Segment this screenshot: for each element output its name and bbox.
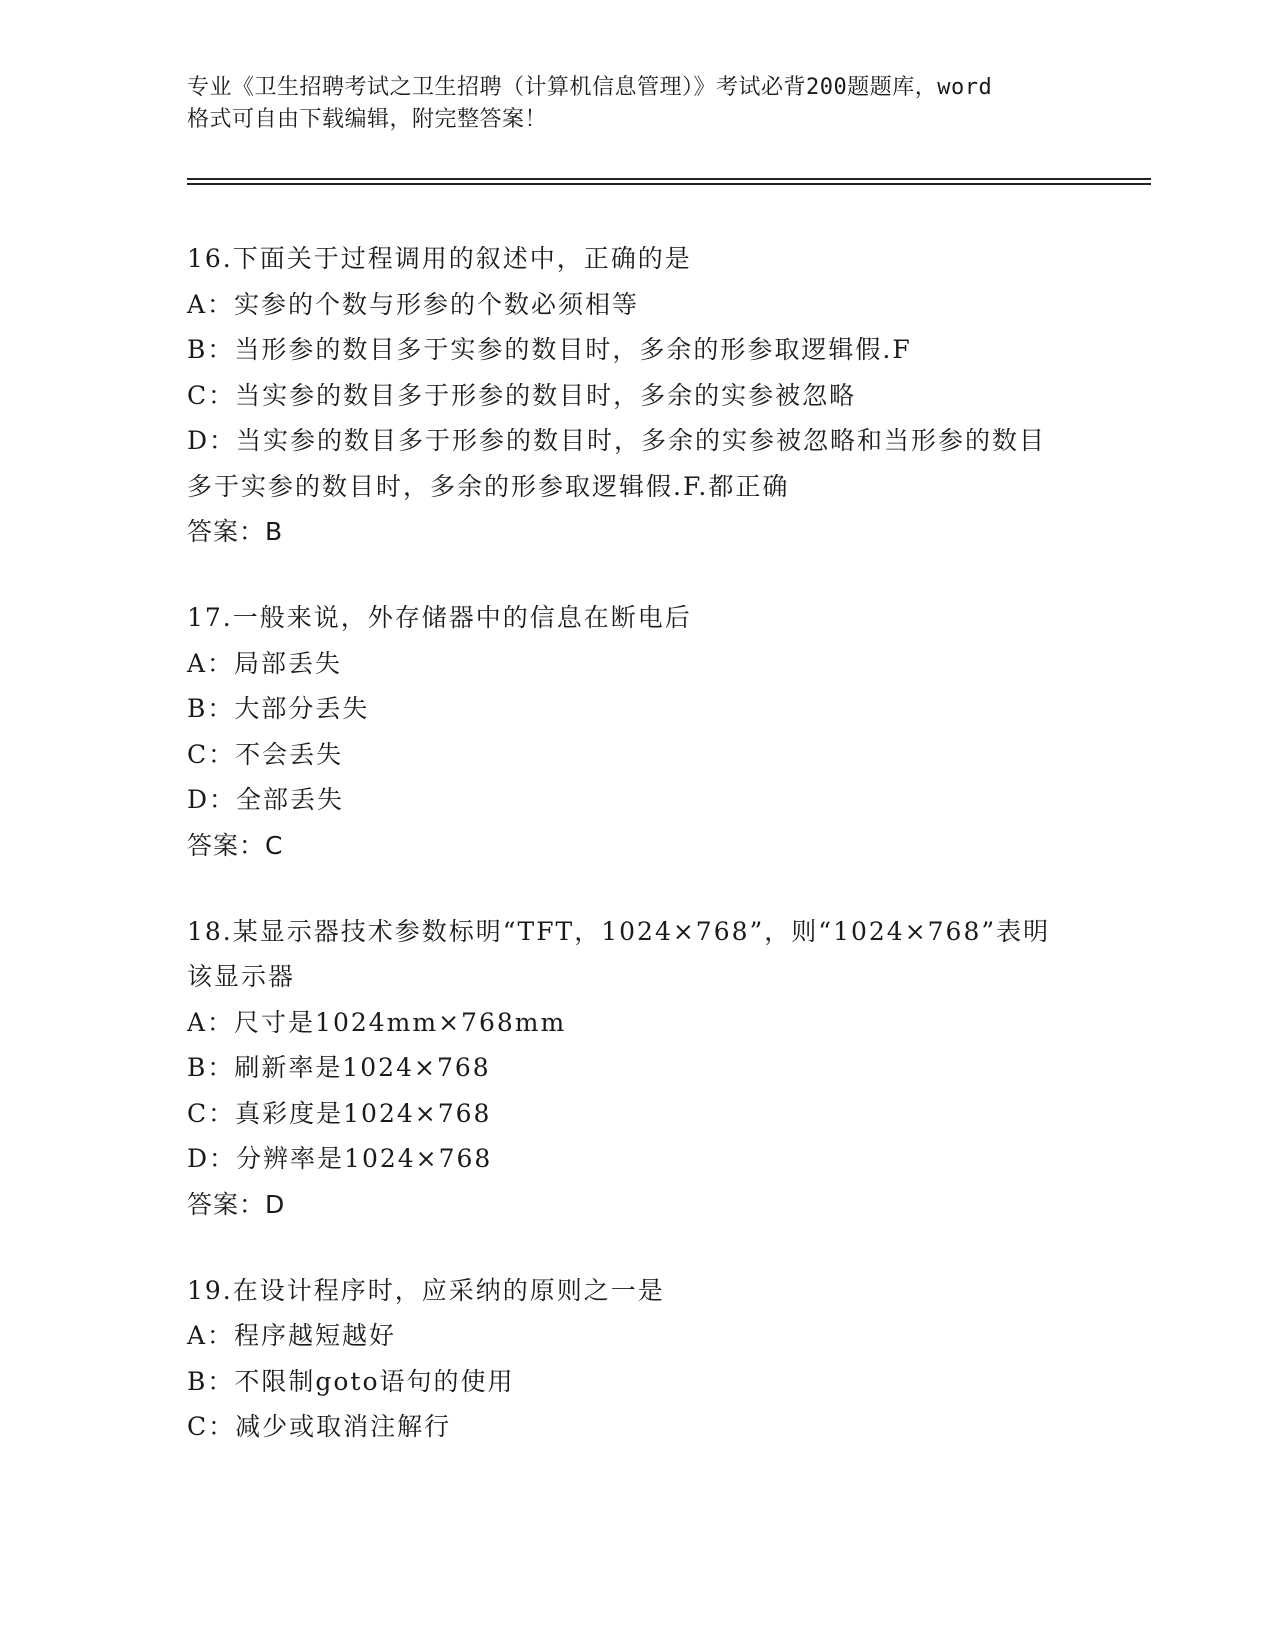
answer: 答案：C	[187, 830, 284, 860]
question-16	[187, 236, 1087, 554]
header-line-2: 格式可自由下载编辑，附完整答案！	[187, 107, 548, 132]
option-a: A：实参的个数与形参的个数必须相等	[187, 289, 640, 319]
question-stem: 16.下面关于过程调用的叙述中，正确的是	[187, 244, 692, 273]
option-d: D：全部丢失	[187, 785, 345, 814]
option-b: B：大部分丢失	[187, 694, 370, 723]
option-b: B：刷新率是1024×768	[187, 1053, 491, 1082]
option-d: D：当实参的数目多于形参的数目时，多余的实参被忽略和当形参的数目多于实参的数目时，多余的形参取逻辑假.F.都正确	[187, 426, 1047, 501]
header-divider-bottom	[187, 183, 1151, 185]
option-c: C：减少或取消注解行	[187, 1412, 452, 1441]
option-c: C：真彩度是1024×768	[187, 1098, 492, 1128]
answer: 答案：D	[187, 1189, 286, 1219]
question-stem: 17.一般来说，外存储器中的信息在断电后	[187, 603, 692, 632]
question-stem: 18.某显示器技术参数标明“TFT，1024×768”，则“1024×768”表明该显示器	[187, 916, 1051, 991]
option-c: C：当实参的数目多于形参的数目时，多余的实参被忽略	[187, 380, 857, 410]
answer: 答案：B	[187, 517, 284, 546]
header-line-1: 专业《卫生招聘考试之卫生招聘（计算机信息管理）》考试必背200题题库，word	[187, 75, 993, 100]
question-list	[187, 236, 1087, 1491]
question-17	[187, 595, 1087, 868]
option-d: D：分辨率是1024×768	[187, 1144, 493, 1173]
question-stem: 19.在设计程序时，应采纳的原则之一是	[187, 1275, 665, 1305]
option-b: B：当形参的数目多于实参的数目时，多余的形参取逻辑假.F	[187, 335, 912, 364]
option-a: A：程序越短越好	[187, 1321, 397, 1350]
option-b: B：不限制goto语句的使用	[187, 1366, 515, 1396]
option-a: A：尺寸是1024mm×768mm	[187, 1007, 567, 1037]
option-c: C：不会丢失	[187, 739, 344, 769]
question-18	[187, 909, 1087, 1227]
document-header	[187, 72, 1087, 136]
option-a: A：局部丢失	[187, 648, 343, 678]
header-divider-top	[187, 178, 1151, 180]
question-19	[187, 1268, 1087, 1450]
